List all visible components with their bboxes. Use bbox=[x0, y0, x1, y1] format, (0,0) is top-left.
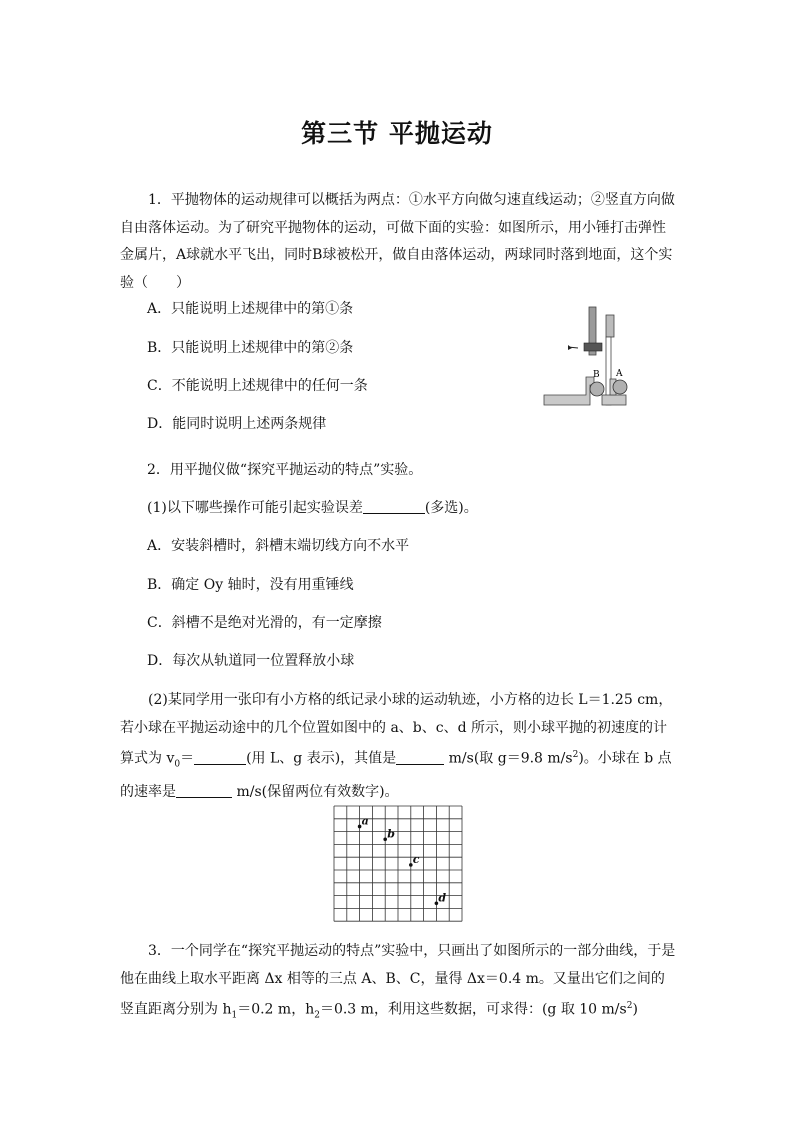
q3-text-2: ＝0.2 m，h bbox=[237, 1001, 315, 1018]
answer-blank-2[interactable] bbox=[194, 750, 246, 765]
q3-text-3: ＝0.3 m，利用这些数据，可求得：(g 取 10 m/s bbox=[319, 1001, 627, 1018]
q3-text-4: ) bbox=[632, 1001, 638, 1018]
ball-b-label: B bbox=[593, 370, 600, 380]
q3-text-1: 3．一个同学在“探究平抛运动的特点”实验中，只画出了如图所示的一部分曲线，于是他在曲线上取水平距离 Δx 相等的三点 A、B、C，量得 Δx＝0.4 m。又量出它们之间的竖直距离分别为 h bbox=[120, 943, 676, 1018]
q2-option-b: B．确定 Oy 轴时，没有用重锤线 bbox=[147, 577, 354, 593]
page-title: 第三节 平抛运动 bbox=[301, 119, 493, 148]
q2-part2-text-2: ＝ bbox=[180, 750, 195, 767]
q2-option-d: D．每次从轨道同一位置释放小球 bbox=[147, 653, 355, 669]
q2-part2-text-1: (2)某同学用一张印有小方格的纸记录小球的运动轨迹，小方格的边长 L＝1.25 cm，若小球在平抛运动途中的几个位置如图中的 a、b、c、d 所示，则小球平抛的初速度的计算式为 v bbox=[120, 692, 673, 767]
trajectory-grid bbox=[333, 805, 463, 922]
trajectory-point-label-b: b bbox=[387, 827, 395, 841]
q2-part2-text-6: m/s(保留两位有效数字)。 bbox=[232, 783, 399, 800]
q2-option-a: A．安装斜槽时，斜槽末端切线方向不水平 bbox=[147, 538, 410, 554]
q1-option-c: C．不能说明上述规律中的任何一条 bbox=[147, 378, 368, 394]
trajectory-point-label-a: a bbox=[361, 814, 369, 828]
q1-option-a: A．只能说明上述规律中的第①条 bbox=[147, 301, 354, 317]
h1-subscript: 1 bbox=[231, 1010, 238, 1021]
trajectory-point-label-d: d bbox=[438, 891, 447, 905]
q1-stem: 1．平抛物体的运动规律可以概括为两点：①水平方向做匀速直线运动；②竖直方向做自由落体运动。为了研究平抛物体的运动，可做下面的实验：如图所示，用小锤打击弹性金属片，A球就水平飞出，同时B球被松开，做自由落体运动，两球同时落到地面，这个实验（ ） bbox=[120, 192, 675, 291]
q1-option-b: B．只能说明上述规律中的第②条 bbox=[147, 340, 354, 356]
q2-part1-prefix: (1)以下哪些操作可能引起实验误差 bbox=[147, 500, 363, 516]
unit-superscript: 2 bbox=[572, 750, 579, 760]
q2-intro: 2．用平抛仪做“探究平抛运动的特点”实验。 bbox=[147, 462, 423, 478]
answer-blank-4[interactable] bbox=[176, 783, 232, 798]
ball-a-label: A bbox=[616, 369, 623, 379]
answer-blank-1[interactable] bbox=[363, 499, 425, 514]
q2-part1 bbox=[147, 498, 478, 518]
q2-part2 bbox=[120, 687, 676, 806]
v0-subscript: 0 bbox=[174, 759, 181, 770]
q2-option-c: C．斜槽不是绝对光滑的，有一定摩擦 bbox=[147, 615, 382, 631]
answer-blank-3[interactable] bbox=[396, 750, 444, 765]
q1-option-d: D．能同时说明上述两条规律 bbox=[147, 416, 327, 432]
q2-part1-suffix: (多选)。 bbox=[424, 500, 478, 516]
trajectory-point-label-c: c bbox=[412, 852, 420, 866]
q3-stem bbox=[120, 938, 676, 1030]
q3-superscript: 2 bbox=[626, 1001, 633, 1011]
q2-part2-text-3: (用 L、g 表示)，其值是 bbox=[246, 750, 397, 767]
q2-part2-text-5: )。小球在 b 点的速率是 bbox=[120, 750, 672, 800]
apparatus-figure bbox=[540, 305, 640, 410]
q2-part2-text-4: m/s(取 g＝9.8 m/s bbox=[444, 750, 573, 767]
h2-subscript: 2 bbox=[314, 1010, 320, 1021]
